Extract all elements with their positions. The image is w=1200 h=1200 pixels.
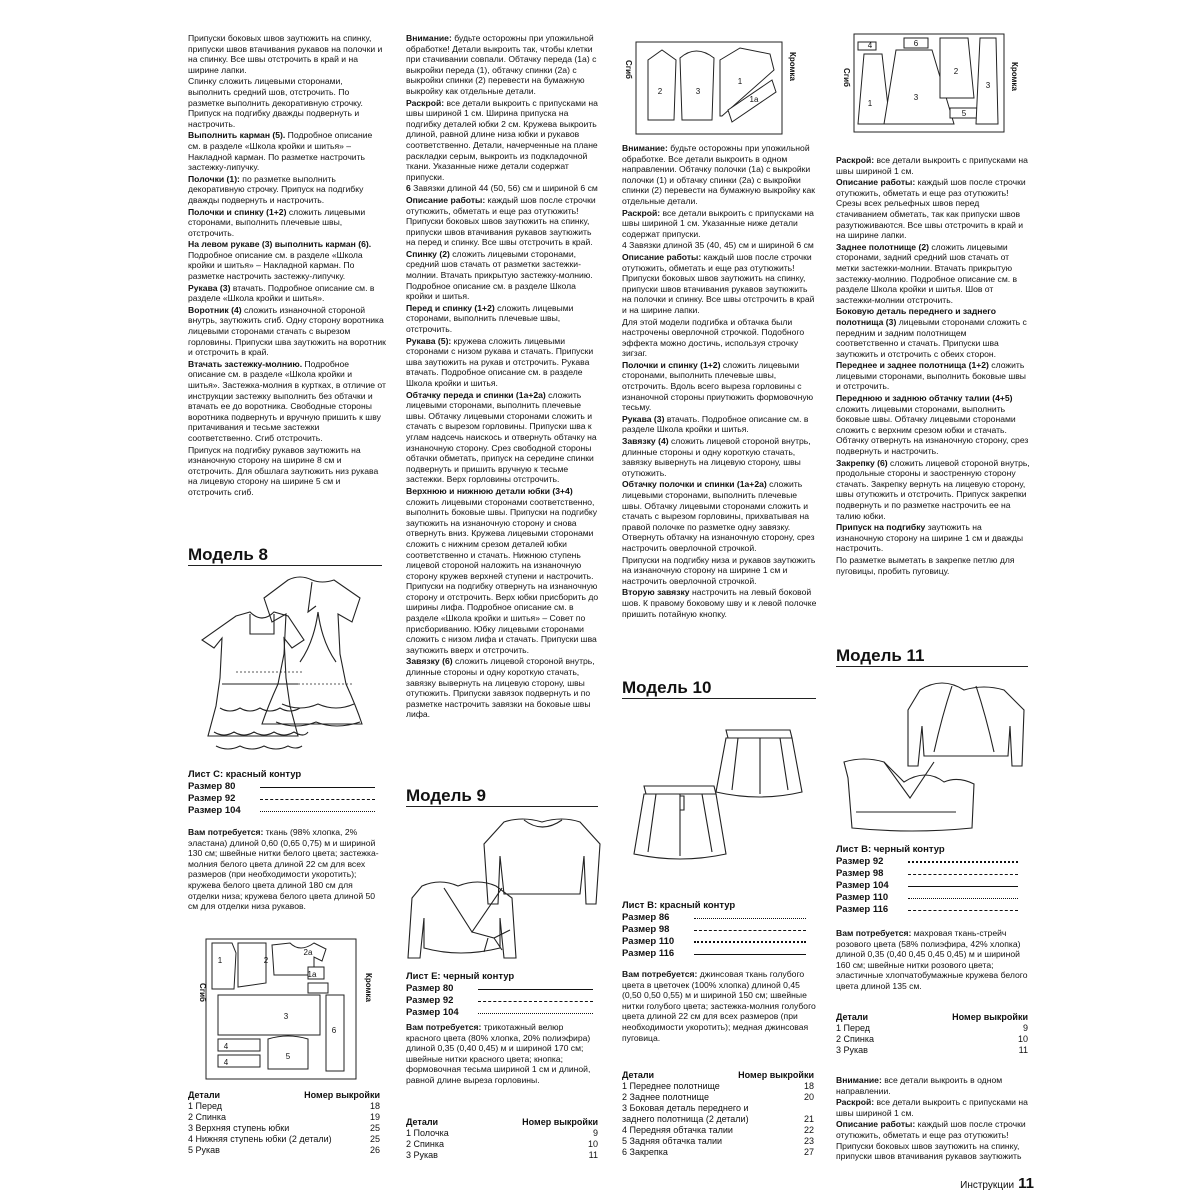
page-footer (960, 1175, 1034, 1192)
instruction-paragraph: Обтачку переда и спинки (1а+2а) сложить лицевыми сторонами, выполнить плечевые швы. Обтачку лицевыми сторонами сложить и стачать с вырезом горловины. Припуски шва к углам надсечь наискось и отвернуть обтачку на изнаночную сторону. Срез свободной стороны обтачки обметать, припуск на середине спинки подвернуть и пришить вручную к тесьме застежки. Верх горловины отстрочить. (406, 389, 597, 485)
size-row: Размер 104 (406, 1007, 600, 1019)
column-2-text (406, 33, 602, 721)
model-10-cutting-layout (836, 28, 1032, 138)
column-4-text (836, 155, 1030, 577)
edge-label: Кромка (364, 973, 373, 1002)
instruction-paragraph: Раскрой: все детали выкроить с припусками на швы шириной 1 см. Указанные ниже детали содержат припуски. (622, 207, 814, 239)
fold-label: Сгиб (624, 60, 633, 79)
model-8-cutting-layout (196, 937, 382, 1087)
svg-text:4: 4 (223, 1042, 229, 1051)
size-row: Размер 92 (406, 995, 600, 1007)
section-name: Инструкции (960, 1180, 1015, 1191)
parts-header: Детали Номер выкройки (836, 1012, 1028, 1022)
svg-text:2a: 2a (303, 948, 313, 957)
model-11-title: Модель 11 (836, 646, 1028, 667)
model-11-instructions (836, 1075, 1030, 1163)
model-10-skirt-illustration (630, 724, 810, 874)
model-11-top-illustration (836, 672, 1032, 832)
instruction-paragraph: Припуск на подгибку рукавов заутюжить на изнаночную сторону на ширине 8 см и отстрочить. Для обшлага заутюжить низ рукава на лицевую сторону на ширине 5 см и отстрочить сгиб. (188, 444, 379, 497)
model-8-dress-illustration (200, 572, 384, 764)
model-8-materials: Вам потребуется: ткань (98% хлопка, 2% эластана) длиной 0,60 (0,65 0,75) м и шириной 130 см; швейные нитки белого цвета; застежка-молния белого цвета длиной 22 см для всех размеров (при необходимости укоротить); кружева белого цвета длиной 180 см для отделки низа; кружева белого цвета длиной 50 см для отделки низа рукавов. (188, 827, 379, 912)
instruction-paragraph: Припуски боковых швов заутюжить на спинку, припуски швов втачивания рукавов на полочки и на спинку. Все швы отстрочить в край и на ширине лапки. (188, 33, 383, 75)
instruction-paragraph: Воротник (4) сложить изнаночной стороной внутрь, заутюжить сгиб. Одну сторону воротника лицевыми сторонами стачать с вырезом горловины. Припуски шва заутюжить на воротник и отстрочить в край. (188, 304, 386, 358)
svg-text:1a: 1a (307, 970, 317, 979)
svg-text:6: 6 (331, 1026, 337, 1035)
fold-label: Сгиб (198, 983, 207, 1002)
model-10-sheet-label: Лист В: красный контур (622, 900, 736, 911)
parts-row: 2 Спинка 19 (188, 1112, 380, 1122)
model-11-materials: Вам потребуется: махровая ткань-стрейч розового цвета (58% полиэфира, 42% хлопка) длиной 0,35 (0,40 0,45 0,45 0,45) м и шириной 160 см; швейные нитки розового цвета; эластичные хлопчатобумажные кружева белого цвета длиной 135 см. (836, 928, 1028, 991)
size-row: Размер 104 (836, 880, 1030, 892)
instruction-paragraph: Для этой модели подгибка и обтачка были настрочены оверлочной строчкой. Подобного эффекта можно достичь, используя строчку зигзаг. (622, 316, 805, 359)
instruction-paragraph: Рукава (3) втачать. Подробное описание см. в разделе «Школа кройки и шитья». (188, 282, 375, 304)
size-row: Размер 104 (188, 805, 382, 817)
model-9-title: Модель 9 (406, 786, 598, 807)
instruction-paragraph: По разметке выметать в закрепке петлю для пуговицы, пробить пуговицу. (836, 554, 1015, 576)
instruction-paragraph: Полочки (1): по разметке выполнить декоративную строчку. Припуск на подгибку дважды подвернуть и настрочить. (188, 173, 364, 205)
instruction-paragraph: Внимание: будьте осторожны при упожильной обработке! Детали выкроить так, чтобы клетки при стачивании совпали. Обтачку переда (1а) с выкройки переда (1), обтачку спинки (2а) с выкройки спинки (2) перевести на бумажную выкройку как отдельные детали. (406, 33, 597, 96)
model-11-sheet-label: Лист В: черный контур (836, 844, 945, 855)
instruction-paragraph: Раскрой: все детали выкроить с припусками на швы шириной 1 см. (836, 155, 1028, 176)
parts-row: 1 Переднее полотнище 18 (622, 1081, 814, 1091)
model-9-materials: Вам потребуется: трикотажный велюр красного цвета (80% хлопка, 20% полиэфира) длиной 0,35 (0,40 0,45) м и шириной 170 см; швейные нитки красного цвета; кнопка; формовочная тесьма шириной 1 см и длиной, равной длине выреза горловины. (406, 1022, 591, 1085)
model-9-sheet-label: Лист Е: черный контур (406, 971, 515, 982)
model-9-sizes (406, 971, 600, 1019)
instruction-paragraph: Описание работы: каждый шов после строчки отутюжить, обметать и еще раз отутюжить! Припуски боковых швов заутюжить на спинку, припуски швов втачивания рукавов заутюжить (836, 1119, 1026, 1162)
parts-row: 1 Перед 18 (188, 1101, 380, 1111)
size-row: Размер 110 (622, 936, 816, 948)
instruction-paragraph: Полочки и спинку (1+2) сложить лицевыми сторонами, выполнить плечевые швы, отстрочить. (188, 206, 366, 238)
model-10-title: Модель 10 (622, 678, 816, 699)
parts-row: 3 Боковая деталь переднего и заднего полотнища (2 детали) 21 (622, 1103, 814, 1124)
parts-header: Детали Номер выкройки (622, 1070, 814, 1080)
parts-row: 4 Нижняя ступень юбки (2 детали) 25 (188, 1134, 380, 1144)
size-row: Размер 116 (622, 948, 816, 960)
parts-header: Детали Номер выкройки (406, 1117, 598, 1127)
svg-text:2: 2 (953, 67, 959, 76)
svg-text:2: 2 (263, 956, 269, 965)
parts-row: 3 Верхняя ступень юбки 25 (188, 1123, 380, 1133)
column-3-text (622, 143, 818, 620)
parts-row: 2 Спинка 10 (836, 1034, 1028, 1044)
svg-text:1: 1 (867, 99, 873, 108)
instruction-paragraph: На левом рукаве (3) выполнить карман (6). Подробное описание см. в разделе «Школа кройки и шитья» – Накладной карман. По разметке настрочить застежку-липучку. (188, 239, 372, 282)
model-9-cutting-layout (620, 40, 816, 138)
edge-label: Кромка (788, 52, 797, 81)
model-9-top-illustration (404, 812, 604, 962)
size-row: Размер 110 (836, 892, 1030, 904)
instruction-paragraph: Внимание: все детали выкроить в одном направлении. (836, 1075, 1003, 1096)
model-10-parts-table (622, 1070, 814, 1158)
model-11-parts-table (836, 1012, 1028, 1056)
instruction-paragraph: Внимание: будьте осторожны при упожильной обработке. Все детали выкроить в одном направлении. Обтачку полочки (1а) с выкройки полочки (1) и обтачку спинки (2а) с выкройки спинки (2) перевести на бумажную выкройку как отдельные детали. (622, 143, 816, 206)
svg-text:3: 3 (985, 81, 991, 90)
svg-text:1: 1 (737, 77, 743, 86)
instruction-paragraph: Рукава (3) втачать. Подробное описание см. в разделе Школа кройки и шитья. (622, 413, 809, 435)
fold-label: Сгиб (842, 68, 851, 87)
instruction-paragraph: Вторую завязку настрочить на левый боковой шов. К правому боковому шву и к левой полочке пришить потайную кнопку. (622, 587, 817, 619)
svg-text:3: 3 (695, 87, 701, 96)
instruction-paragraph: Завязку (4) сложить лицевой стороной внутрь, длинные стороны и одну короткую стачать, завязку вывернуть на лицевую сторону, швы отутюжить. (622, 436, 811, 478)
column-1-text (188, 33, 386, 499)
parts-row: 4 Передняя обтачка талии 22 (622, 1125, 814, 1135)
parts-row: 3 Рукав 11 (406, 1150, 598, 1160)
size-row: Размер 92 (836, 856, 1030, 868)
parts-row: 1 Перед 9 (836, 1023, 1028, 1033)
svg-text:6: 6 (913, 39, 919, 48)
instruction-paragraph: Описание работы: каждый шов после строчки отутюжить, обметать и еще раз отутюжить! Припуски боковых швов заутюжить на спинку, припуски швов втачивания рукавов заутюжить на полочки и спинку. Все швы отстрочить в край и на ширине лапки. (622, 251, 815, 315)
svg-text:1: 1 (217, 956, 223, 965)
parts-row: 2 Спинка 10 (406, 1139, 598, 1149)
instruction-paragraph: Раскрой: все детали выкроить с припусками на швы шириной 1 см. (836, 1097, 1028, 1118)
parts-row: 6 Закрепка 27 (622, 1147, 814, 1157)
instruction-paragraph: Полочки и спинку (1+2) сложить лицевыми сторонами, выполнить плечевые швы, отстрочить. Вдоль всего выреза горловины с изнаночной стороны приутюжить формовочную тесьму. (622, 359, 814, 413)
instruction-paragraph: Описание работы: каждый шов после строчки отутюжить, обметать и еще раз отутюжить! Срезы всех рельефных швов перед стачиванием обметать, так как припуски швов разутюживаются. Все швы отстрочить в край и на ширине лапки. (836, 177, 1026, 241)
instruction-paragraph: Выполнить карман (5). Подробное описание см. в разделе «Школа кройки и шитья» – Накладной карман. По разметке настрочить застежку-липучку. (188, 130, 373, 173)
instruction-paragraph: Боковую деталь переднего и заднего полотнища (3) лицевыми сторонами сложить с передним и задним полотнищем соответственно и стачать. Припуски шва заутюжить и отстрочить с обеих сторон. (836, 306, 1027, 359)
svg-text:4: 4 (223, 1058, 229, 1067)
parts-row: 5 Рукав 26 (188, 1145, 380, 1155)
instruction-paragraph: Переднюю и заднюю обтачку талии (4+5) сложить лицевыми сторонами, выполнить боковые швы. Обтачку лицевыми сторонами сложить с верхним срезом юбки и стачать. Обтачку отвернуть на изнаночную сторону, срез подвернуть и настрочить. (836, 393, 1029, 457)
model-11-sizes (836, 844, 1030, 916)
svg-text:3: 3 (283, 1012, 289, 1021)
svg-text:1a: 1a (749, 95, 759, 104)
page-number: 11 (1018, 1175, 1034, 1192)
model-10-sizes (622, 900, 816, 960)
instruction-paragraph: Перед и спинку (1+2) сложить лицевыми сторонами, выполнить плечевые швы, отстрочить. (406, 302, 574, 335)
instruction-paragraph: Описание работы: каждый шов после строчки отутюжить, обметать и еще раз отутюжить! Припуски боковых швов заутюжить на спинку, припуски швов втачивания рукавов заутюжить на перед и спинку. Все швы отстрочить в край. (406, 194, 596, 248)
size-row: Размер 86 (622, 912, 816, 924)
parts-header: Детали Номер выкройки (188, 1090, 380, 1100)
svg-text:5: 5 (285, 1052, 291, 1061)
size-row: Размер 116 (836, 904, 1030, 916)
instruction-paragraph: Втачать застежку-молнию. Подробное описание см. в разделе «Школа кройки и шитья». Застежка-молния в куртках, в отличие от инструкции застежку выполнить без обтачки и втачать ее до воротника. Свободные стороны воротника подвернуть и вручную пришить к шву притачивания и тесьме застежки соответственно. Сгиб отстрочить. (188, 358, 386, 443)
model-8-title: Модель 8 (188, 545, 382, 566)
instruction-paragraph: 6 Завязки длиной 44 (50, 56) см и шириной 6 см (406, 183, 598, 194)
size-row: Размер 80 (406, 983, 600, 995)
instruction-paragraph: Припуск на подгибку заутюжить на изнаночную сторону на ширине 1 см и дважды настрочить. (836, 522, 1024, 554)
instruction-paragraph: Заднее полотнище (2) сложить лицевыми сторонами, задний средний шов стачать от метки застежки-молнии. Втачать прикрытую застежку-молнию. Подробное описание см. в разделе Школа кройки и шитья. Шов от застежки-молнии отстрочить. (836, 241, 1018, 305)
instruction-paragraph: Спинку сложить лицевыми сторонами, выполнить средний шов, отстрочить. По разметке выполнить декоративную строчку. Припуск на подгибку дважды подвернуть и настрочить. (188, 76, 363, 129)
instruction-paragraph: Рукава (5): кружева сложить лицевыми сторонами с низом рукава и стачать. Припуски шва заутюжить на рукав и отстрочить. Рукава втачать. Подробное описание см. в разделе Школа кройки и шитья. (406, 335, 594, 388)
size-row: Размер 98 (836, 868, 1030, 880)
size-row: Размер 98 (622, 924, 816, 936)
parts-row: 2 Заднее полотнище 20 (622, 1092, 814, 1102)
instruction-paragraph: Спинку (2) сложить лицевыми сторонами, средний шов стачать от разметки застежки-молнии. Втачать прикрытую застежку-молнию. Подробное описание см. в разделе Школа кройки и шитья. (406, 248, 593, 302)
instruction-paragraph: Верхнюю и нижнюю детали юбки (3+4) сложить лицевыми сторонами соответственно, выполнить боковые швы. Припуски на подгибку заутюжить на изнаночную сторону и снова отвернуть вниз. Кружева лицевыми сторонами сложить с нижним срезом деталей юбки соответственно и стачать. Нижнюю ступень лицевой стороной наложить на изнаночную сторону кружев верхней ступени и настрочить. Припуски на подгибку отвернуть на изнаночную сторону и отстрочить. Верх юбки присборить до ширины лифа. Подробное описание см. в разделе «Школа кройки и шитья» – Совет по присбориванию. Юбку лицевыми сторонами сложить с низом лифа и стачать. Припуски шва заутюжить вверх и отстрочить. (406, 485, 599, 655)
model-10-materials: Вам потребуется: джинсовая ткань голубого цвета в цветочек (100% хлопка) длиной 0,45 (0,50 0,50 0,55) м и шириной 150 см; швейные нитки голубого цвета; застежка-молния голубого цвета длиной 22 см для всех размеров (при необходимости укоротить); медная джинсовая пуговица. (622, 969, 816, 1043)
instruction-paragraph: Обтачку полочки и спинки (1а+2а) сложить лицевыми сторонами, выполнить плечевые швы. Обтачку лицевыми сторонами сложить и стачать с вырезом горловины, прихватывая на правой полочке по разметке одну завязку. Отвернуть обтачку на изнаночную сторону, срез настрочить оверлочной строчкой. (622, 479, 815, 553)
instruction-paragraph: Закрепку (6) сложить лицевой стороной внутрь, продольные стороны и заостренную сторону стачать. Закрепку вернуть на лицевую сторону, швы отутюжить и отстрочить. Припуск закрепки подвернуть и по разметке настрочить ее на талию юбки. (836, 457, 1030, 521)
svg-text:2: 2 (657, 87, 663, 96)
edge-label: Кромка (1010, 62, 1019, 91)
model-8-parts-table (188, 1090, 380, 1156)
model-8-sizes (188, 769, 382, 817)
parts-row: 5 Задняя обтачка талии 23 (622, 1136, 814, 1146)
model-9-parts-table (406, 1117, 598, 1161)
model-8-sheet-label: Лист С: красный контур (188, 769, 302, 780)
parts-row: 1 Полочка 9 (406, 1128, 598, 1138)
instruction-paragraph: Раскрой: все детали выкроить с припусками на швы шириной 1 см. Ширина припуска на подгибку деталей юбки 2 см. Кружева выкроить длиной, равной длине низа юбки и рукавов соответственно. Детали, начерченные на плане раскладки серым, выкроить из подкладочной ткани. Указанные ниже детали содержат припуски. (406, 97, 598, 182)
instruction-paragraph: Завязку (6) сложить лицевой стороной внутрь, длинные стороны и одну короткую стачать, завязку вывернуть на лицевую сторону, швы отутюжить. Припуски завязок подвернуть и по разметке настрочить завязки на боковые швы лифа. (406, 656, 595, 720)
instruction-paragraph: Припуски на подгибку низа и рукавов заутюжить на изнаночную сторону на ширине 1 см и настрочить оверлочной строчкой. (622, 554, 816, 586)
size-row: Размер 80 (188, 781, 382, 793)
size-row: Размер 92 (188, 793, 382, 805)
instruction-paragraph: 4 Завязки длиной 35 (40, 45) см и шириной 6 см (622, 240, 814, 251)
svg-text:4: 4 (867, 41, 873, 50)
parts-row: 3 Рукав 11 (836, 1045, 1028, 1055)
instruction-paragraph: Переднее и заднее полотнища (1+2) сложить лицевыми сторонами, выполнить боковые швы и отстрочить. (836, 360, 1026, 392)
svg-text:5: 5 (961, 109, 967, 118)
svg-text:3: 3 (913, 93, 919, 102)
